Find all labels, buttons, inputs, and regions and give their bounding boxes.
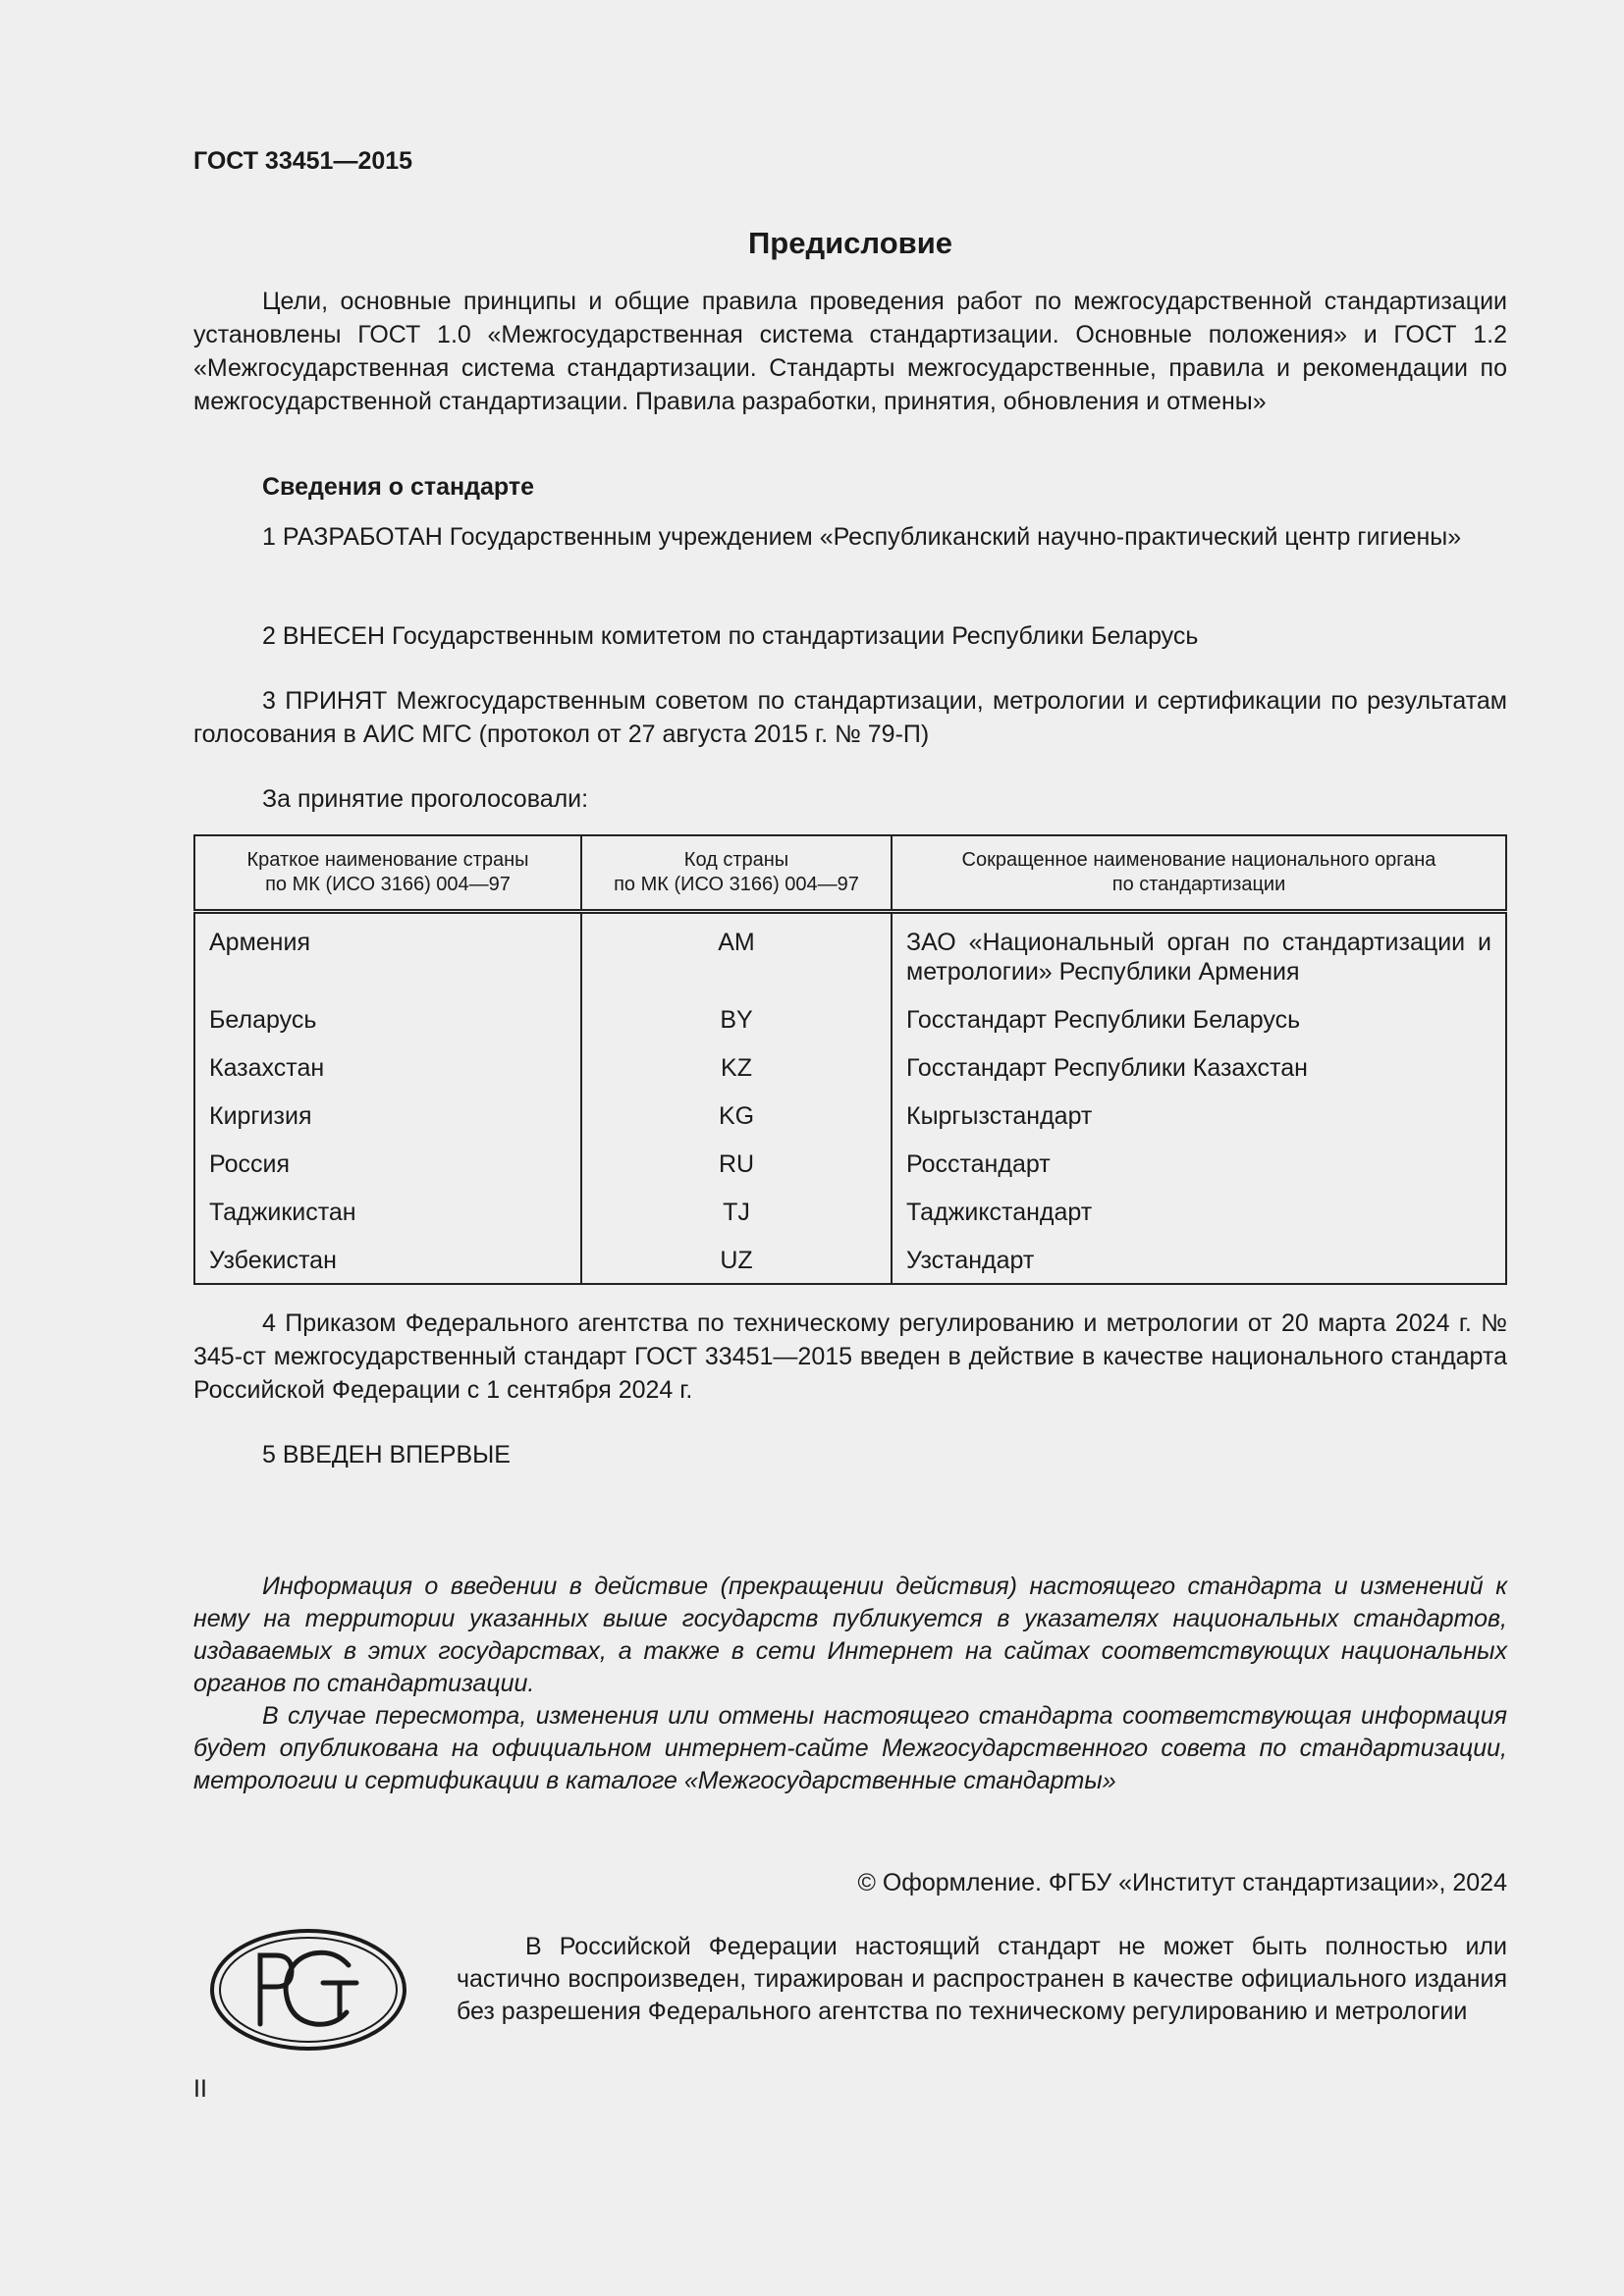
item-order: 4 Приказом Федерального агентства по техническому регулированию и метрологии от 20 марта 2024 г. № 345-ст межгосударственный стандарт ГОСТ 33451—2015 введен в действие в качестве национального стандарта Российской Федерации с 1 сентября 2024 г.: [193, 1309, 1507, 1404]
table-row: [194, 1005, 1506, 1053]
cell-code: BY: [581, 1005, 892, 1053]
cell-org: Кыргызстандарт: [892, 1101, 1506, 1149]
rst-logo: [209, 1928, 407, 2056]
document-code: ГОСТ 33451—2015: [193, 147, 413, 175]
header-org: Сокращенное наименование национального органа по стандартизации: [892, 835, 1506, 912]
copyright-line: © Оформление. ФГБУ «Институт стандартизации», 2024: [857, 1869, 1507, 1896]
cell-org: Госстандарт Республики Беларусь: [892, 1005, 1506, 1053]
page-title: Предисловие: [747, 226, 952, 260]
table-header-row: [194, 835, 1506, 912]
rf-notice: В Российской Федерации настоящий стандарт не может быть полностью или частично воспроизведен, тиражирован и распространен в качестве официального издания без разрешения Федерального агентства по техническому регулированию и метрологии: [457, 1933, 1507, 2025]
table-row: [194, 912, 1506, 1006]
cell-org: Госстандарт Республики Казахстан: [892, 1053, 1506, 1101]
cell-country: Узбекистан: [194, 1246, 581, 1284]
cell-country: Армения: [194, 912, 581, 1006]
table-row: [194, 1149, 1506, 1198]
cell-country: Россия: [194, 1149, 581, 1198]
table-row: [194, 1246, 1506, 1284]
table-row: [194, 1101, 1506, 1149]
intro-paragraph: Цели, основные принципы и общие правила проведения работ по межгосударственной стандартизации установлены ГОСТ 1.0 «Межгосударственная система стандартизации. Основные положения» и ГОСТ 1.2 «Межгосударственная система стандартизации. Стандарты межгосударственные, правила и рекомендации по межгосударственной стандартизации. Правила разработки, принятия, обновления и отмены»: [193, 288, 1507, 415]
header-country: Краткое наименование страны по МК (ИСО 3166) 004—97: [194, 835, 581, 912]
cell-code: UZ: [581, 1246, 892, 1284]
cell-code: RU: [581, 1149, 892, 1198]
cell-org: Таджикстандарт: [892, 1198, 1506, 1246]
cell-org: Узстандарт: [892, 1246, 1506, 1284]
member-states-table: [193, 834, 1507, 1285]
item-submitted: 2 ВНЕСЕН Государственным комитетом по стандартизации Республики Беларусь: [262, 622, 1199, 650]
item-developed: 1 РАЗРАБОТАН Государственным учреждением «Республиканский научно-практический центр гигиены»: [262, 523, 1462, 551]
cell-org: Росстандарт: [892, 1149, 1506, 1198]
cell-country: Киргизия: [194, 1101, 581, 1149]
header-code: Код страны по МК (ИСО 3166) 004—97: [581, 835, 892, 912]
page-number: II: [193, 2075, 207, 2103]
info-heading: Сведения о стандарте: [262, 473, 535, 501]
cell-code: KG: [581, 1101, 892, 1149]
table-row: [194, 1198, 1506, 1246]
cell-country: Таджикистан: [194, 1198, 581, 1246]
rst-certification-mark-icon: [209, 1928, 407, 2052]
item-adopted: 3 ПРИНЯТ Межгосударственным советом по стандартизации, метрологии и сертификации по результатам голосования в АИС МГС (протокол от 27 августа 2015 г. № 79-П): [193, 687, 1507, 748]
cell-code: AM: [581, 912, 892, 1006]
logo-glyph-t: [323, 1983, 356, 2018]
info-notice-1: Информация о введении в действие (прекращении действия) настоящего стандарта и изменений к нему на территории указанных выше государств публикуется в указателях национальных стандартов, издаваемых в этих государствах, а также в сети Интернет на сайтах соответствующих национальных органов по стандартизации.: [193, 1573, 1507, 1697]
cell-org: ЗАО «Национальный орган по стандартизации и метрологии» Республики Армения: [892, 912, 1506, 1006]
cell-country: Казахстан: [194, 1053, 581, 1101]
cell-code: TJ: [581, 1198, 892, 1246]
cell-code: KZ: [581, 1053, 892, 1101]
voted-label: За принятие проголосовали:: [262, 785, 589, 813]
item-first: 5 ВВЕДЕН ВПЕРВЫЕ: [262, 1441, 511, 1468]
info-notice-2: В случае пересмотра, изменения или отмены настоящего стандарта соответствующая информация будет опубликована на официальном интернет-сайте Межгосударственного совета по стандартизации, метрологии и сертификации в каталоге «Межгосударственные стандарты»: [193, 1702, 1507, 1794]
table-row: [194, 1053, 1506, 1101]
cell-country: Беларусь: [194, 1005, 581, 1053]
